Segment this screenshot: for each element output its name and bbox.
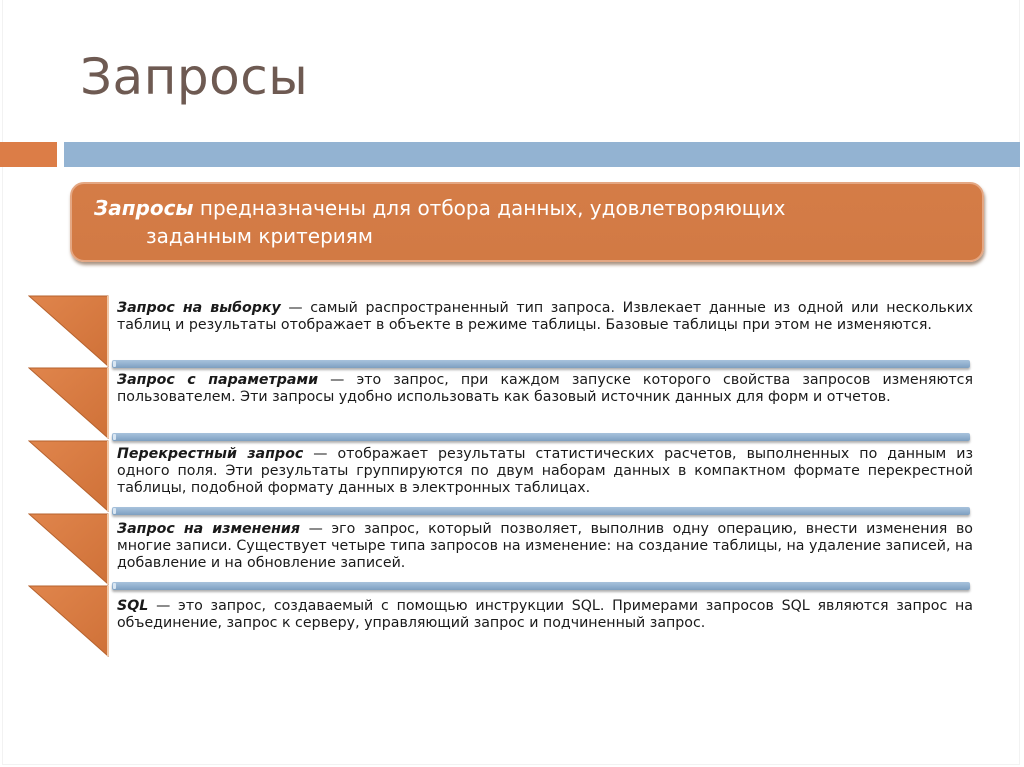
triangle-bullet-icon (28, 585, 108, 656)
header-accent-orange (0, 142, 57, 167)
separator-bar (112, 582, 970, 590)
item-text: — самый распространенный тип запроса. Извлекает данные из одной или нескольких таблиц и результаты отображает в объекте в режиме таблицы. Базовые таблицы при этом не изменяются. (117, 300, 973, 333)
item-term: Запрос на изменения (117, 521, 300, 537)
query-type-sql (117, 598, 973, 632)
separator-bar (112, 507, 970, 515)
query-type-parameter (117, 372, 973, 406)
item-text: — это запрос, создаваемый с помощью инструкции SQL. Примерами запросов SQL являются запрос на объединение, запрос к серверу, управляющий запрос и подчиненный запрос. (117, 598, 973, 631)
item-term: Запрос на выборку (117, 300, 281, 316)
query-type-action (117, 521, 973, 572)
item-term: SQL (117, 598, 149, 614)
separator-bar (112, 360, 970, 368)
triangle-bullet-icon (28, 440, 108, 511)
triangle-bullet-icon (28, 513, 108, 584)
item-text: — отображает результаты статистических расчетов, выполненных по данным из одного поля. Эти результаты группируются по двум наборам данных в компактном формате перекрестной таблицы, подобной формату данных в электронных таблицах. (117, 446, 973, 496)
definition-text-line1: предназначены для отбора данных, удовлетворяющих (193, 196, 786, 220)
slide-title: Запросы (80, 48, 309, 106)
query-type-crosstab (117, 446, 973, 497)
definition-term: Запросы (94, 196, 194, 220)
item-term: Перекрестный запрос (117, 446, 304, 462)
triangle-bullet-icon (28, 367, 108, 438)
query-type-select (117, 300, 973, 334)
item-term: Запрос с параметрами (117, 372, 319, 388)
definition-box (70, 182, 984, 262)
separator-bar (112, 433, 970, 441)
item-text: — это запрос, при каждом запуске которого свойства запросов изменяются пользователем. Эти запросы удобно использовать как базовый источник данных для форм и отчетов. (117, 372, 974, 405)
definition-text-line2: заданным критериям (146, 224, 373, 248)
header-accent-blue (64, 142, 1020, 167)
triangle-bullet-icon (28, 295, 108, 366)
item-text: — эго запрос, который позволяет, выполнив одну операцию, внести изменения во многие записи. Существует четыре типа запросов на изменение: на создание таблицы, на удаление записей, на добавление и на обновление записей. (117, 521, 973, 571)
